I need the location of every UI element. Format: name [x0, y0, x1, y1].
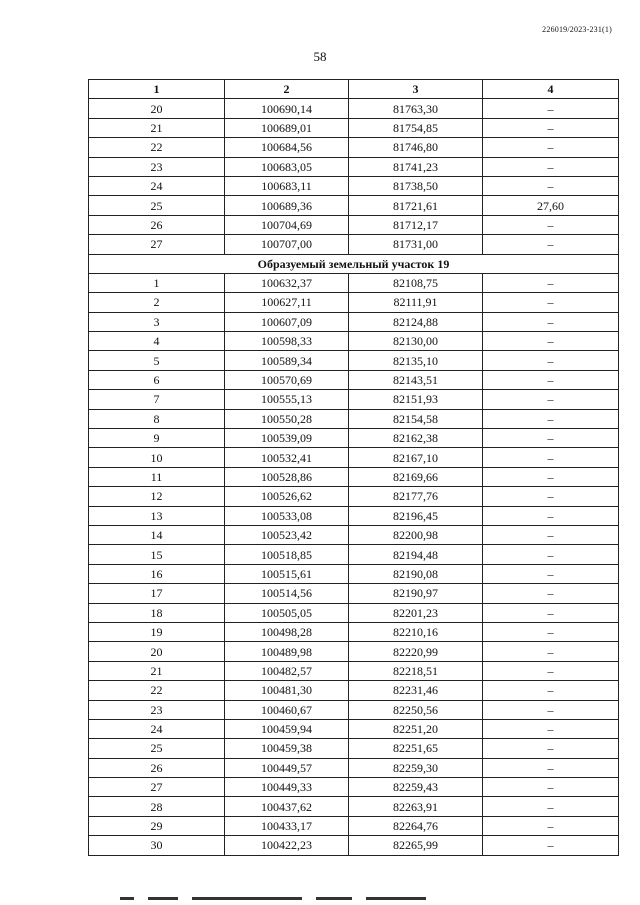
table-cell: 17 — [89, 584, 225, 603]
table-cell: 82143,51 — [349, 370, 483, 389]
table-cell: – — [483, 816, 619, 835]
table-cell: 100505,05 — [225, 603, 349, 622]
table-cell: 19 — [89, 622, 225, 641]
table-cell: – — [483, 99, 619, 118]
table-cell: – — [483, 545, 619, 564]
table-cell: 81712,17 — [349, 215, 483, 234]
table-row — [89, 661, 619, 680]
table-cell: 100437,62 — [225, 797, 349, 816]
table-cell: 100683,11 — [225, 176, 349, 195]
table-cell: 82200,98 — [349, 525, 483, 544]
table-row — [89, 719, 619, 738]
table-cell: 100532,41 — [225, 448, 349, 467]
table-cell: 27,60 — [483, 196, 619, 215]
table-cell: 2 — [89, 293, 225, 312]
table-cell: – — [483, 429, 619, 448]
table-cell: 1 — [89, 273, 225, 292]
table-cell: 100449,57 — [225, 758, 349, 777]
table-cell: – — [483, 215, 619, 234]
table-row — [89, 525, 619, 544]
coordinates-table — [88, 79, 619, 856]
table-cell: 100589,34 — [225, 351, 349, 370]
table-row — [89, 545, 619, 564]
table-cell: – — [483, 622, 619, 641]
table-cell: 23 — [89, 700, 225, 719]
table-row — [89, 176, 619, 195]
section-title: Образуемый земельный участок 19 — [89, 254, 619, 273]
table-row — [89, 778, 619, 797]
table-cell: 26 — [89, 215, 225, 234]
table-row — [89, 487, 619, 506]
table-row — [89, 409, 619, 428]
table-body-group-1 — [89, 99, 619, 254]
table-cell: 100533,08 — [225, 506, 349, 525]
table-cell: 6 — [89, 370, 225, 389]
table-cell: 100498,28 — [225, 622, 349, 641]
table-cell: 82130,00 — [349, 332, 483, 351]
table-cell: 82151,93 — [349, 390, 483, 409]
table-row — [89, 564, 619, 583]
table-cell: – — [483, 681, 619, 700]
table-row — [89, 506, 619, 525]
cut-off-footer-text — [120, 897, 520, 905]
table-cell: 82196,45 — [349, 506, 483, 525]
table-cell: 100689,01 — [225, 118, 349, 137]
table-cell: 81763,30 — [349, 99, 483, 118]
table-cell: 82259,30 — [349, 758, 483, 777]
table-row — [89, 196, 619, 215]
table-cell: 25 — [89, 196, 225, 215]
table-cell: 82251,65 — [349, 739, 483, 758]
table-cell: 82263,91 — [349, 797, 483, 816]
table-cell: 82108,75 — [349, 273, 483, 292]
table-cell: 82154,58 — [349, 409, 483, 428]
table-cell: 21 — [89, 661, 225, 680]
table-row — [89, 836, 619, 855]
table-cell: 22 — [89, 138, 225, 157]
table-cell: 100460,67 — [225, 700, 349, 719]
table-cell: 82251,20 — [349, 719, 483, 738]
table-cell: 81741,23 — [349, 157, 483, 176]
column-header: 1 — [89, 80, 225, 99]
table-cell: 100707,00 — [225, 235, 349, 254]
table-cell: – — [483, 797, 619, 816]
table-cell: 16 — [89, 564, 225, 583]
table-row — [89, 584, 619, 603]
table-cell: 100514,56 — [225, 584, 349, 603]
table-cell: – — [483, 293, 619, 312]
table-cell: – — [483, 739, 619, 758]
table-cell: 30 — [89, 836, 225, 855]
table-cell: 100482,57 — [225, 661, 349, 680]
table-cell: 100689,36 — [225, 196, 349, 215]
table-cell: 100704,69 — [225, 215, 349, 234]
table-cell: 26 — [89, 758, 225, 777]
table-row — [89, 370, 619, 389]
table-cell: 4 — [89, 332, 225, 351]
table-cell: 82220,99 — [349, 642, 483, 661]
table-cell: – — [483, 118, 619, 137]
table-cell: – — [483, 138, 619, 157]
table-cell: 82210,16 — [349, 622, 483, 641]
table-cell: 21 — [89, 118, 225, 137]
table-row — [89, 390, 619, 409]
table-cell: 8 — [89, 409, 225, 428]
table-body-group-2 — [89, 273, 619, 855]
table-cell: 82231,46 — [349, 681, 483, 700]
table-row — [89, 157, 619, 176]
table-cell: 100481,30 — [225, 681, 349, 700]
table-cell: 9 — [89, 429, 225, 448]
column-header: 2 — [225, 80, 349, 99]
table-cell: 82190,08 — [349, 564, 483, 583]
table-cell: 81721,61 — [349, 196, 483, 215]
table-cell: 100632,37 — [225, 273, 349, 292]
table-row — [89, 215, 619, 234]
column-header: 3 — [349, 80, 483, 99]
table-cell: 7 — [89, 390, 225, 409]
table-cell: 18 — [89, 603, 225, 622]
table-cell: 100607,09 — [225, 312, 349, 331]
table-cell: – — [483, 719, 619, 738]
table-cell: 27 — [89, 778, 225, 797]
table-cell: 15 — [89, 545, 225, 564]
table-cell: 82265,99 — [349, 836, 483, 855]
table-cell: – — [483, 448, 619, 467]
table-cell: – — [483, 332, 619, 351]
table-cell: 13 — [89, 506, 225, 525]
document-reference: 226019/2023-231(1) — [542, 25, 612, 34]
table-cell: 82162,38 — [349, 429, 483, 448]
table-row — [89, 700, 619, 719]
table-cell: 82135,10 — [349, 351, 483, 370]
table-row — [89, 99, 619, 118]
table-cell: 10 — [89, 448, 225, 467]
table-cell: 3 — [89, 312, 225, 331]
table-cell: 28 — [89, 797, 225, 816]
table-cell: – — [483, 564, 619, 583]
table-cell: 100518,85 — [225, 545, 349, 564]
table-cell: – — [483, 390, 619, 409]
table-row — [89, 603, 619, 622]
table-cell: 82111,91 — [349, 293, 483, 312]
table-cell: 24 — [89, 176, 225, 195]
table-cell: 82124,88 — [349, 312, 483, 331]
table-cell: 81754,85 — [349, 118, 483, 137]
table-row — [89, 293, 619, 312]
table-cell: – — [483, 525, 619, 544]
column-header: 4 — [483, 80, 619, 99]
table-cell: – — [483, 642, 619, 661]
table-cell: 82194,48 — [349, 545, 483, 564]
table-cell: 82201,23 — [349, 603, 483, 622]
table-row — [89, 681, 619, 700]
section-row — [89, 254, 619, 273]
table-row — [89, 797, 619, 816]
table-cell: 100422,23 — [225, 836, 349, 855]
table-cell: 82250,56 — [349, 700, 483, 719]
table-cell: 14 — [89, 525, 225, 544]
table-row — [89, 622, 619, 641]
table-row — [89, 273, 619, 292]
table-header-row — [89, 80, 619, 99]
table-cell: – — [483, 603, 619, 622]
table-cell: 100555,13 — [225, 390, 349, 409]
table-cell: 100627,11 — [225, 293, 349, 312]
table-row — [89, 138, 619, 157]
table-cell: – — [483, 467, 619, 486]
table-cell: – — [483, 273, 619, 292]
table-cell: 100550,28 — [225, 409, 349, 428]
table-cell: – — [483, 176, 619, 195]
table-cell: – — [483, 235, 619, 254]
table-cell: 100690,14 — [225, 99, 349, 118]
table-cell: 100539,09 — [225, 429, 349, 448]
table-cell: – — [483, 487, 619, 506]
table-row — [89, 448, 619, 467]
table-cell: 100526,62 — [225, 487, 349, 506]
table-cell: 100459,38 — [225, 739, 349, 758]
table-cell: 81731,00 — [349, 235, 483, 254]
table-cell: – — [483, 351, 619, 370]
table-cell: 82190,97 — [349, 584, 483, 603]
table-cell: 22 — [89, 681, 225, 700]
table-row — [89, 351, 619, 370]
table-cell: 20 — [89, 99, 225, 118]
table-cell: – — [483, 157, 619, 176]
table-cell: 20 — [89, 642, 225, 661]
table-row — [89, 739, 619, 758]
table-cell: 100433,17 — [225, 816, 349, 835]
table-row — [89, 816, 619, 835]
table-cell: 23 — [89, 157, 225, 176]
table-cell: 100683,05 — [225, 157, 349, 176]
table-cell: 100489,98 — [225, 642, 349, 661]
table-cell: 82167,10 — [349, 448, 483, 467]
page-number: 58 — [313, 49, 327, 64]
table-cell: 27 — [89, 235, 225, 254]
table-row — [89, 235, 619, 254]
table-cell: 82169,66 — [349, 467, 483, 486]
table-row — [89, 429, 619, 448]
table-row — [89, 758, 619, 777]
table-row — [89, 467, 619, 486]
table-cell: 100523,42 — [225, 525, 349, 544]
table-cell: 81746,80 — [349, 138, 483, 157]
table-cell: – — [483, 836, 619, 855]
table-cell: 100598,33 — [225, 332, 349, 351]
table-cell: 82264,76 — [349, 816, 483, 835]
table-cell: – — [483, 661, 619, 680]
table-cell: – — [483, 584, 619, 603]
table-cell: 81738,50 — [349, 176, 483, 195]
table-cell: – — [483, 778, 619, 797]
table-cell: 29 — [89, 816, 225, 835]
table-cell: – — [483, 312, 619, 331]
table-cell: – — [483, 758, 619, 777]
table-cell: 12 — [89, 487, 225, 506]
table-row — [89, 312, 619, 331]
table-row — [89, 332, 619, 351]
table-cell: 100449,33 — [225, 778, 349, 797]
table-row — [89, 642, 619, 661]
table-cell: 100684,56 — [225, 138, 349, 157]
table-cell: 11 — [89, 467, 225, 486]
table-cell: 5 — [89, 351, 225, 370]
table-cell: – — [483, 409, 619, 428]
table-cell: – — [483, 700, 619, 719]
table-cell: 100515,61 — [225, 564, 349, 583]
table-cell: 100459,94 — [225, 719, 349, 738]
table-cell: – — [483, 506, 619, 525]
table-cell: 24 — [89, 719, 225, 738]
table-cell: – — [483, 370, 619, 389]
table-cell: 82177,76 — [349, 487, 483, 506]
table-cell: 100528,86 — [225, 467, 349, 486]
table-cell: 82218,51 — [349, 661, 483, 680]
table-row — [89, 118, 619, 137]
table-cell: 100570,69 — [225, 370, 349, 389]
table-cell: 25 — [89, 739, 225, 758]
table-cell: 82259,43 — [349, 778, 483, 797]
